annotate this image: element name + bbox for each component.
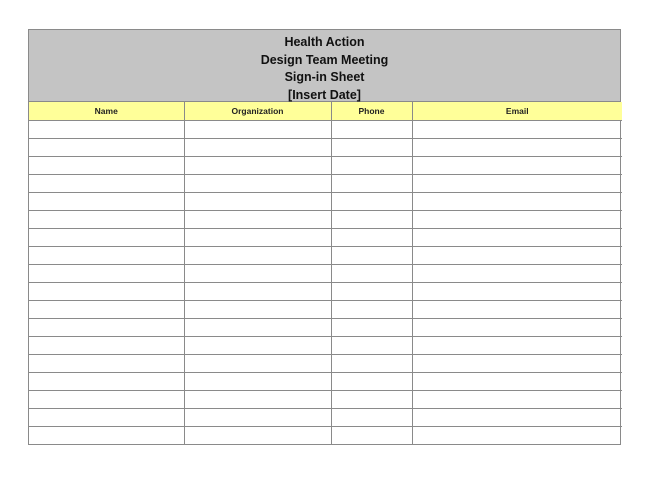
phone-cell[interactable] <box>331 121 412 139</box>
name-cell[interactable] <box>29 391 184 409</box>
table-row <box>29 301 622 319</box>
organization-cell[interactable] <box>184 409 331 427</box>
phone-cell[interactable] <box>331 409 412 427</box>
column-header-email: Email <box>412 102 622 121</box>
organization-cell[interactable] <box>184 283 331 301</box>
email-cell[interactable] <box>412 319 622 337</box>
table-row <box>29 121 622 139</box>
name-cell[interactable] <box>29 175 184 193</box>
table-row <box>29 427 622 445</box>
organization-cell[interactable] <box>184 301 331 319</box>
email-cell[interactable] <box>412 427 622 445</box>
organization-cell[interactable] <box>184 265 331 283</box>
table-row <box>29 247 622 265</box>
phone-cell[interactable] <box>331 373 412 391</box>
phone-cell[interactable] <box>331 157 412 175</box>
phone-cell[interactable] <box>331 247 412 265</box>
name-cell[interactable] <box>29 373 184 391</box>
name-cell[interactable] <box>29 337 184 355</box>
organization-cell[interactable] <box>184 139 331 157</box>
email-cell[interactable] <box>412 121 622 139</box>
phone-cell[interactable] <box>331 337 412 355</box>
org-title: Health Action <box>284 35 365 49</box>
phone-cell[interactable] <box>331 139 412 157</box>
table-row <box>29 193 622 211</box>
phone-cell[interactable] <box>331 283 412 301</box>
table-row <box>29 211 622 229</box>
organization-cell[interactable] <box>184 247 331 265</box>
table-row <box>29 265 622 283</box>
name-cell[interactable] <box>29 157 184 175</box>
table-row <box>29 409 622 427</box>
email-cell[interactable] <box>412 157 622 175</box>
title-block <box>29 30 620 102</box>
phone-cell[interactable] <box>331 175 412 193</box>
phone-cell[interactable] <box>331 427 412 445</box>
organization-cell[interactable] <box>184 391 331 409</box>
name-cell[interactable] <box>29 121 184 139</box>
phone-cell[interactable] <box>331 229 412 247</box>
organization-cell[interactable] <box>184 373 331 391</box>
header-row <box>29 102 622 121</box>
table-row <box>29 355 622 373</box>
column-header-organization: Organization <box>184 102 331 121</box>
name-cell[interactable] <box>29 247 184 265</box>
email-cell[interactable] <box>412 283 622 301</box>
table-row <box>29 337 622 355</box>
phone-cell[interactable] <box>331 193 412 211</box>
table-row <box>29 283 622 301</box>
meeting-title: Design Team Meeting <box>260 52 389 67</box>
name-cell[interactable] <box>29 409 184 427</box>
email-cell[interactable] <box>412 193 622 211</box>
email-cell[interactable] <box>412 409 622 427</box>
date-placeholder: [Insert Date] <box>288 87 361 102</box>
column-header-phone: Phone <box>331 102 412 121</box>
phone-cell[interactable] <box>331 211 412 229</box>
name-cell[interactable] <box>29 193 184 211</box>
email-cell[interactable] <box>412 211 622 229</box>
email-cell[interactable] <box>412 373 622 391</box>
name-cell[interactable] <box>29 265 184 283</box>
sheet-title: Sign-in Sheet <box>284 70 365 84</box>
email-cell[interactable] <box>412 337 622 355</box>
organization-cell[interactable] <box>184 355 331 373</box>
name-cell[interactable] <box>29 211 184 229</box>
name-cell[interactable] <box>29 139 184 157</box>
name-cell[interactable] <box>29 229 184 247</box>
name-cell[interactable] <box>29 301 184 319</box>
phone-cell[interactable] <box>331 301 412 319</box>
sign-in-table <box>29 102 622 444</box>
table-row <box>29 319 622 337</box>
table-row <box>29 157 622 175</box>
phone-cell[interactable] <box>331 319 412 337</box>
organization-cell[interactable] <box>184 229 331 247</box>
email-cell[interactable] <box>412 265 622 283</box>
organization-cell[interactable] <box>184 319 331 337</box>
phone-cell[interactable] <box>331 355 412 373</box>
phone-cell[interactable] <box>331 265 412 283</box>
organization-cell[interactable] <box>184 427 331 445</box>
organization-cell[interactable] <box>184 193 331 211</box>
email-cell[interactable] <box>412 391 622 409</box>
email-cell[interactable] <box>412 229 622 247</box>
table-row <box>29 391 622 409</box>
name-cell[interactable] <box>29 283 184 301</box>
email-cell[interactable] <box>412 139 622 157</box>
phone-cell[interactable] <box>331 391 412 409</box>
organization-cell[interactable] <box>184 211 331 229</box>
organization-cell[interactable] <box>184 337 331 355</box>
name-cell[interactable] <box>29 427 184 445</box>
email-cell[interactable] <box>412 355 622 373</box>
column-header-name: Name <box>29 102 184 121</box>
name-cell[interactable] <box>29 319 184 337</box>
organization-cell[interactable] <box>184 157 331 175</box>
table-row <box>29 175 622 193</box>
table-row <box>29 229 622 247</box>
sign-in-sheet <box>28 29 621 445</box>
email-cell[interactable] <box>412 301 622 319</box>
email-cell[interactable] <box>412 175 622 193</box>
organization-cell[interactable] <box>184 121 331 139</box>
table-row <box>29 373 622 391</box>
organization-cell[interactable] <box>184 175 331 193</box>
name-cell[interactable] <box>29 355 184 373</box>
email-cell[interactable] <box>412 247 622 265</box>
table-row <box>29 139 622 157</box>
